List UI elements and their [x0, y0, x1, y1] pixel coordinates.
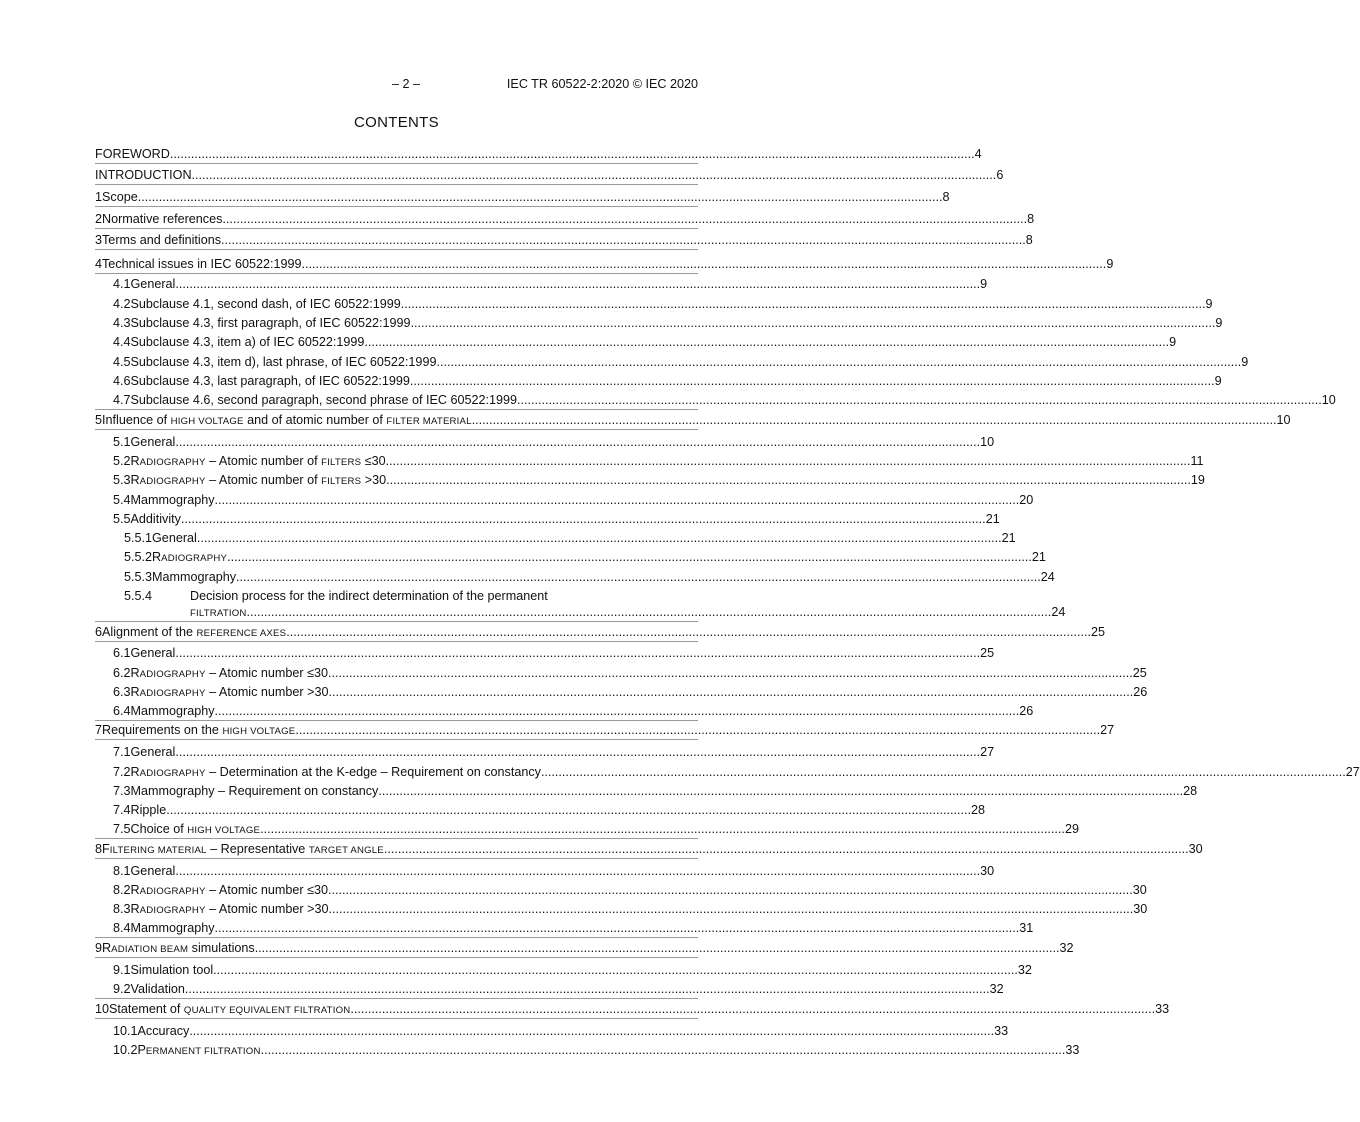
radiography-initial: R — [130, 454, 140, 468]
toc-entry-4-1[interactable]: 4.1 General ..... 9 — [113, 277, 698, 291]
toc-entry-6-4[interactable]: 6.4 Mammography ..... 26 — [113, 704, 698, 718]
toc-entry-4-5[interactable]: 4.5 Subclause 4.3, item d), last phrase, of IEC 60522:1999 ..... 9 — [113, 355, 698, 369]
page-number: – 2 – — [392, 77, 421, 91]
toc-entry-7-5[interactable]: 7.5 Choice of HIGH VOLTAGE ..... 29 — [113, 822, 698, 836]
toc-separator — [95, 937, 698, 938]
toc-entry-8-3[interactable]: 8.3 RADIOGRAPHY – Atomic number >30 ..... 30 — [113, 902, 698, 916]
toc-entry-4-2[interactable]: 4.2 Subclause 4.1, second dash, of IEC 60522:1999 ..... 9 — [113, 297, 698, 311]
toc-entry-10-2[interactable]: 10.2 PERMANENT FILTRATION ..... 33 — [113, 1043, 698, 1057]
toc-entry-4-4[interactable]: 4.4 Subclause 4.3, item a) of IEC 60522:1999 ..... 9 — [113, 335, 698, 349]
toc-entry-7-3[interactable]: 7.3 Mammography – Requirement on constancy ..... 28 — [113, 784, 698, 798]
toc-entry-7[interactable]: 7 Requirements on the HIGH VOLTAGE ..... 27 — [95, 723, 698, 737]
toc-separator — [95, 720, 698, 721]
toc-separator — [95, 1018, 698, 1019]
toc-entry-7-1[interactable]: 7.1 General ..... 27 — [113, 745, 698, 759]
toc-entry-5-2[interactable]: 5.2 RADIOGRAPHY – Atomic number of FILTERS ≤30 ..... 11 — [113, 454, 698, 468]
toc-entry-5-5-4-line2[interactable]: FILTRATION ..... 24 — [190, 605, 698, 619]
toc-entry-4-7[interactable]: 4.7 Subclause 4.6, second paragraph, second phrase of IEC 60522:1999 ..... 10 — [113, 393, 698, 407]
toc-separator — [95, 163, 698, 164]
toc-entry-10[interactable]: 10 Statement of QUALITY EQUIVALENT FILTRATION ..... 33 — [95, 1002, 698, 1016]
toc-entry-4-3[interactable]: 4.3 Subclause 4.3, first paragraph, of IEC 60522:1999 ..... 9 — [113, 316, 698, 330]
toc-entry-6[interactable]: 6 Alignment of the REFERENCE AXES ..... 25 — [95, 625, 698, 639]
toc-separator — [95, 184, 698, 185]
toc-entry-7-4[interactable]: 7.4 Ripple ..... 28 — [113, 803, 698, 817]
toc-entry-2[interactable]: 2 Normative references ..... 8 — [95, 212, 698, 226]
toc-entry-8-1[interactable]: 8.1 General ..... 30 — [113, 864, 698, 878]
toc-entry-introduction[interactable]: INTRODUCTION ..... 6 — [95, 168, 698, 182]
toc-separator — [95, 249, 698, 250]
toc-entry-5-3[interactable]: 5.3 RADIOGRAPHY – Atomic number of FILTERS >30 ..... 19 — [113, 473, 698, 487]
toc-separator — [95, 957, 698, 958]
toc-separator — [95, 641, 698, 642]
toc-entry-5-4[interactable]: 5.4 Mammography ..... 20 — [113, 493, 698, 507]
toc-entry-7-2[interactable]: 7.2 RADIOGRAPHY – Determination at the K-edge – Requirement on constancy ..... 27 — [113, 765, 698, 779]
toc-entry-10-1[interactable]: 10.1 Accuracy ..... 33 — [113, 1024, 698, 1038]
toc-separator — [95, 858, 698, 859]
toc-entry-8[interactable]: 8 FILTERING MATERIAL – Representative TARGET ANGLE ..... 30 — [95, 842, 698, 856]
toc-separator — [95, 409, 698, 410]
toc-entry-6-2[interactable]: 6.2 RADIOGRAPHY – Atomic number ≤30 ..... 25 — [113, 666, 698, 680]
toc-separator — [95, 838, 698, 839]
document-reference: IEC TR 60522-2:2020 © IEC 2020 — [506, 77, 698, 91]
toc-entry-5-5-1[interactable]: 5.5.1 General ..... 21 — [124, 531, 698, 545]
toc-entry-5-5-3[interactable]: 5.5.3 Mammography ..... 24 — [124, 570, 698, 584]
toc-separator — [95, 429, 698, 430]
toc-entry-4[interactable]: 4 Technical issues in IEC 60522:1999 ..... 9 — [95, 257, 698, 271]
toc-separator — [95, 621, 698, 622]
toc-entry-foreword[interactable]: FOREWORD ..... 4 — [95, 147, 698, 161]
page-header — [95, 77, 698, 93]
toc-entry-1[interactable]: 1 Scope ..... 8 — [95, 190, 698, 204]
toc-separator — [95, 273, 698, 274]
toc-entry-5-5-4-line1[interactable]: 5.5.4 Decision process for the indirect determination of the permanent — [124, 589, 548, 603]
toc-entry-6-3[interactable]: 6.3 RADIOGRAPHY – Atomic number >30 ..... 26 — [113, 685, 698, 699]
toc-separator — [95, 206, 698, 207]
toc-entry-9-2[interactable]: 9.2 Validation ..... 32 — [113, 982, 698, 996]
toc-entry-5-5-2[interactable]: 5.5.2 RADIOGRAPHY ..... 21 — [124, 550, 698, 564]
toc-entry-4-6[interactable]: 4.6 Subclause 4.3, last paragraph, of IEC 60522:1999 ..... 9 — [113, 374, 698, 388]
contents-title: CONTENTS — [354, 114, 439, 131]
toc-entry-8-4[interactable]: 8.4 Mammography ..... 31 — [113, 921, 698, 935]
toc-entry-3[interactable]: 3 Terms and definitions ..... 8 — [95, 233, 698, 247]
toc-entry-5[interactable]: 5 Influence of HIGH VOLTAGE and of atomic number of FILTER MATERIAL ..... 10 — [95, 413, 698, 427]
toc-entry-8-2[interactable]: 8.2 RADIOGRAPHY – Atomic number ≤30 ..... 30 — [113, 883, 698, 897]
toc-entry-9[interactable]: 9 RADIATION BEAM simulations ..... 32 — [95, 941, 698, 955]
toc-entry-9-1[interactable]: 9.1 Simulation tool ..... 32 — [113, 963, 698, 977]
toc-entry-5-5[interactable]: 5.5 Additivity ..... 21 — [113, 512, 698, 526]
toc-entry-5-1[interactable]: 5.1 General ..... 10 — [113, 435, 698, 449]
toc-separator — [95, 739, 698, 740]
toc-separator — [95, 228, 698, 229]
toc-separator — [95, 998, 698, 999]
toc-entry-6-1[interactable]: 6.1 General ..... 25 — [113, 646, 698, 660]
